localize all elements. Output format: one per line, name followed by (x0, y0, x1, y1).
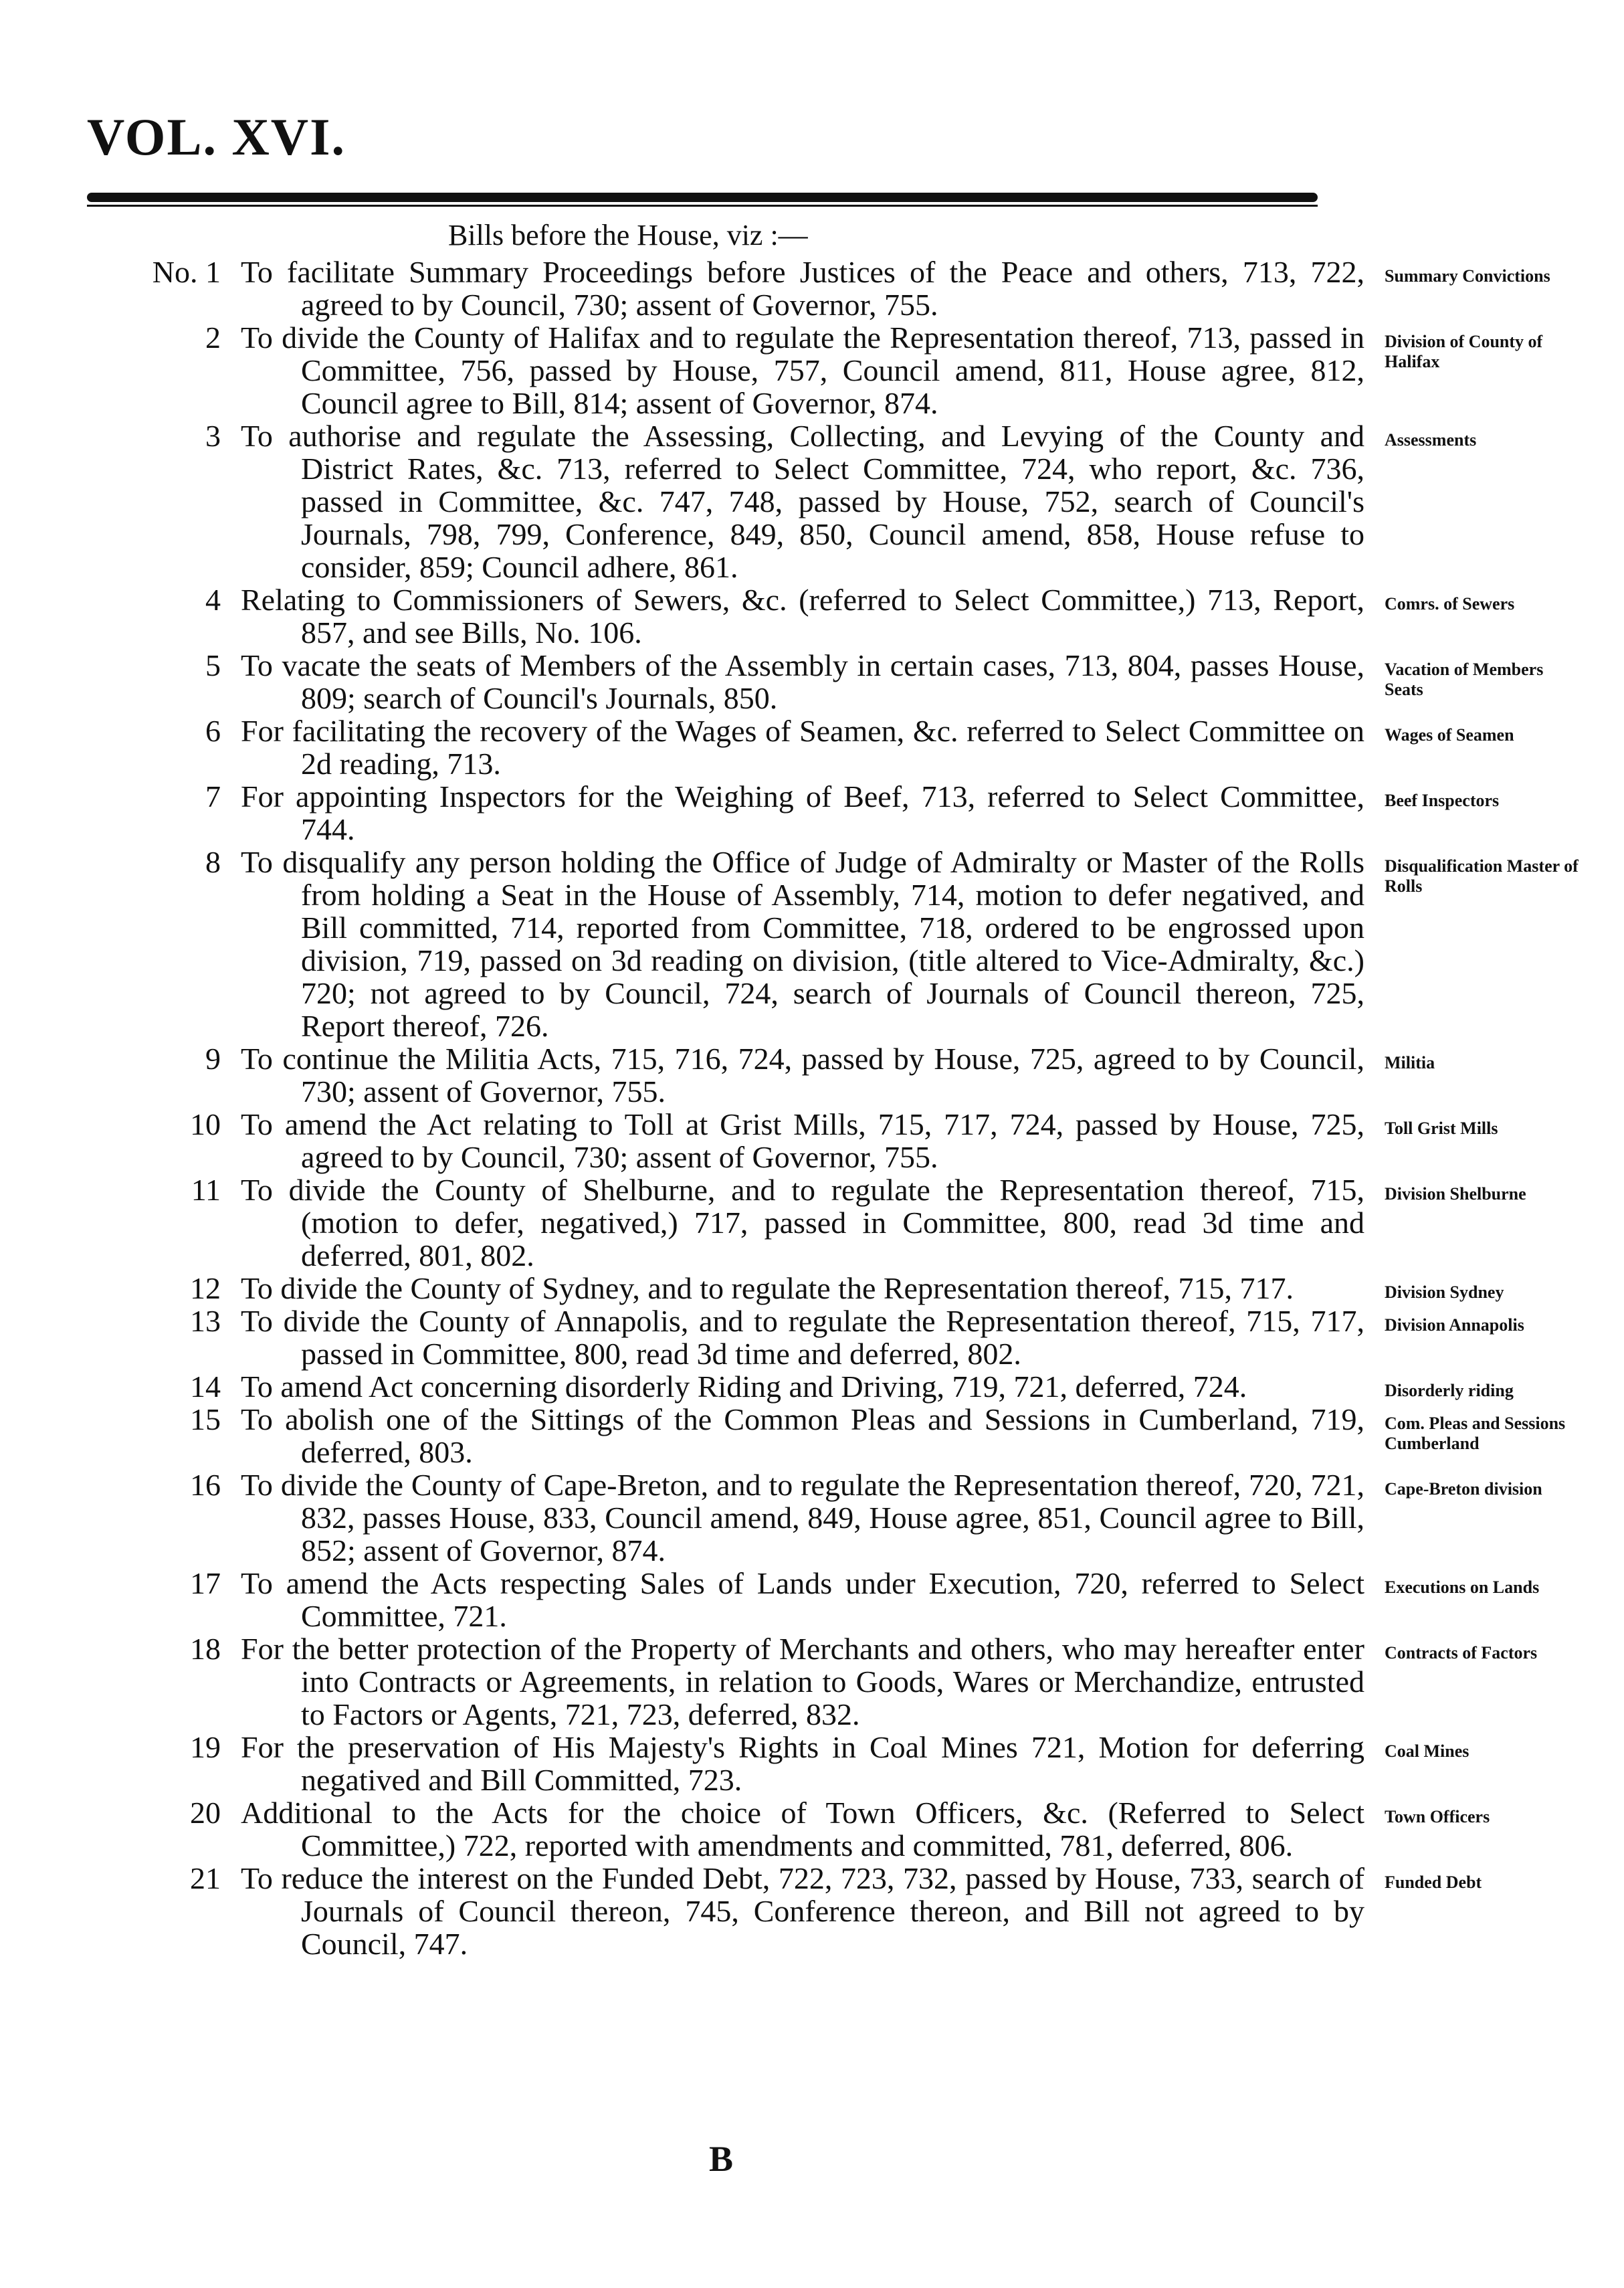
bill-entry (120, 1370, 1579, 1403)
bill-text: To amend the Acts respecting Sales of Lands under Execution, 720, referred to Select Committee, 721. (241, 1566, 1364, 1633)
bill-entry (120, 1731, 1579, 1796)
header-rule-thin (87, 205, 1318, 207)
bill-entry (120, 419, 1579, 583)
bill-number: 18 (190, 1632, 221, 1666)
bill-number: 21 (190, 1861, 221, 1895)
bill-entry (120, 780, 1579, 846)
bill-number: 4 (205, 583, 221, 617)
margin-note: Executions on Lands (1385, 1578, 1540, 1597)
bill-number: 15 (190, 1402, 221, 1436)
bill-text: To vacate the seats of Members of the Assembly in certain cases, 713, 804, passes House, 809; search of Council's Journals, 850. (241, 648, 1364, 715)
bill-entry (120, 1305, 1579, 1370)
margin-note: Division Sydney (1385, 1282, 1504, 1302)
margin-note: Disqualification Master of Rolls (1385, 856, 1579, 896)
bill-number: 11 (191, 1173, 221, 1207)
bill-number: 3 (205, 419, 221, 453)
bill-number: 10 (190, 1107, 221, 1141)
bill-text: To divide the County of Cape-Breton, and to regulate the Representation thereof, 720, 721, 832, passes House, 833, Council amend, 849, House agree, 851, Council agree to Bill, 852; assent of Governor, 874. (241, 1468, 1364, 1567)
bill-number: 9 (205, 1042, 221, 1076)
bill-text: To divide the County of Annapolis, and to regulate the Representation thereof, 715, 717, passed in Committee, 800, read 3d time and deferred, 802. (241, 1304, 1364, 1371)
margin-note: Contracts of Factors (1385, 1643, 1538, 1662)
bill-text: To divide the County of Shelburne, and to regulate the Representation thereof, 715, (motion to defer, negatived,) 717, passed in Committee, 800, read 3d time and deferred, 801, 802. (241, 1173, 1364, 1272)
margin-note: Division of County of Halifax (1385, 332, 1543, 371)
bill-number: 6 (205, 714, 221, 748)
bill-text: For appointing Inspectors for the Weighing of Beef, 713, referred to Select Committee, 744. (241, 779, 1364, 846)
margin-note: Wages of Seamen (1385, 725, 1514, 745)
bill-number: No. 1 (152, 255, 221, 289)
margin-note: Com. Pleas and Sessions Cumberland (1385, 1414, 1566, 1453)
bill-number: 8 (205, 845, 221, 879)
bill-text: To reduce the interest on the Funded Debt, 722, 723, 732, passed by House, 733, search of Journals of Council thereon, 745, Conference thereon, and Bill not agreed to by Council, 747. (241, 1861, 1364, 1961)
bill-entry (120, 714, 1579, 780)
margin-note: Division Shelburne (1385, 1184, 1526, 1204)
bill-entry (120, 649, 1579, 714)
bill-text: For the preservation of His Majesty's Rights in Coal Mines 721, Motion for deferring negatived and Bill Committed, 723. (241, 1730, 1364, 1797)
margin-note: Disorderly riding (1385, 1381, 1514, 1400)
bill-text: For the better protection of the Property of Merchants and others, who may hereafter enter into Contracts or Agreements, in relation to Goods, Wares or Merchandize, entrusted to Factors or Agents, 721, 723, deferred, 832. (241, 1632, 1364, 1731)
section-heading: Bills before the House, viz :— (448, 219, 808, 252)
margin-note: Militia (1385, 1053, 1435, 1072)
margin-note: Town Officers (1385, 1807, 1490, 1826)
margin-note: Coal Mines (1385, 1741, 1469, 1761)
bill-text: To divide the County of Sydney, and to regulate the Representation thereof, 715, 717. (241, 1271, 1294, 1305)
margin-note: Comrs. of Sewers (1385, 594, 1515, 613)
bill-entry (120, 1468, 1579, 1567)
margin-note: Toll Grist Mills (1385, 1119, 1498, 1138)
bill-text: To authorise and regulate the Assessing, Collecting, and Levying of the County and District Rates, &c. 713, referred to Select Committee, 724, who report, &c. 736, passed in Committee, &c. 747, 748, passed by House, 752, search of Council's Journals, 798, 799, Conference, 849, 850, Council amend, 858, House refuse to consider, 859; Council adhere, 861. (241, 419, 1364, 584)
volume-header: VOL. XVI. (87, 108, 346, 166)
margin-note: Vacation of Members Seats (1385, 660, 1544, 699)
bill-entry (120, 1632, 1579, 1731)
bill-text: To abolish one of the Sittings of the Common Pleas and Sessions in Cumberland, 719, deferred, 803. (241, 1402, 1364, 1469)
margin-note: Summary Convictions (1385, 266, 1550, 286)
bill-entry (120, 1862, 1579, 1960)
bill-text: To amend Act concerning disorderly Riding and Driving, 719, 721, deferred, 724. (241, 1369, 1247, 1404)
bill-entry (120, 321, 1579, 419)
margin-note: Division Annapolis (1385, 1315, 1524, 1335)
margin-note: Funded Debt (1385, 1873, 1482, 1892)
margin-note: Assessments (1385, 430, 1477, 450)
bill-entry (120, 1796, 1579, 1862)
bill-entry (120, 1567, 1579, 1632)
header-rule (87, 193, 1318, 202)
bill-number: 14 (190, 1369, 221, 1404)
bill-number: 2 (205, 320, 221, 355)
bill-text: For facilitating the recovery of the Wages of Seamen, &c. referred to Select Committee on 2d reading, 713. (241, 714, 1364, 781)
bill-number: 7 (205, 779, 221, 814)
bill-text: To disqualify any person holding the Office of Judge of Admiralty or Master of the Rolls from holding a Seat in the House of Assembly, 714, motion to defer negatived, and Bill committed, 714, reported from Committee, 718, ordered to be engrossed upon division, 719, passed on 3d reading on division, (title altered to Vice-Admiralty, &c.) 720; not agreed to by Council, 724, search of Journals of Council thereon, 725, Report thereof, 726. (241, 845, 1364, 1043)
bill-number: 16 (190, 1468, 221, 1502)
bill-entry (120, 256, 1579, 321)
bill-entry (120, 1173, 1579, 1272)
bill-number: 17 (190, 1566, 221, 1600)
bill-text: To facilitate Summary Proceedings before Justices of the Peace and others, 713, 722, agreed to by Council, 730; assent of Governor, 755. (241, 255, 1364, 322)
bill-entry (120, 846, 1579, 1042)
bill-number: 5 (205, 648, 221, 682)
bill-number: 13 (190, 1304, 221, 1338)
signature-mark: B (709, 2139, 734, 2179)
bill-number: 12 (190, 1271, 221, 1305)
margin-note: Beef Inspectors (1385, 791, 1500, 810)
bill-text: To divide the County of Halifax and to regulate the Representation thereof, 713, passed in Committee, 756, passed by House, 757, Council amend, 811, House agree, 812, Council agree to Bill, 814; assent of Governor, 874. (241, 320, 1364, 420)
bill-entry (120, 1042, 1579, 1108)
bill-text: Relating to Commissioners of Sewers, &c. (referred to Select Committee,) 713, Report, 857, and see Bills, No. 106. (241, 583, 1364, 650)
bill-number: 19 (190, 1730, 221, 1764)
bill-entry (120, 1108, 1579, 1173)
margin-note: Cape-Breton division (1385, 1479, 1542, 1499)
bill-entry (120, 1272, 1579, 1305)
bill-entry (120, 1403, 1579, 1468)
bill-entry (120, 583, 1579, 649)
bill-number: 20 (190, 1796, 221, 1830)
bill-text: To continue the Militia Acts, 715, 716, 724, passed by House, 725, agreed to by Council, 730; assent of Governor, 755. (241, 1042, 1364, 1109)
bills-list (120, 256, 1579, 1960)
bill-text: To amend the Act relating to Toll at Grist Mills, 715, 717, 724, passed by House, 725, agreed to by Council, 730; assent of Governor, 755. (241, 1107, 1364, 1174)
bill-text: Additional to the Acts for the choice of Town Officers, &c. (Referred to Select Committee,) 722, reported with amendments and committed, 781, deferred, 806. (241, 1796, 1364, 1863)
